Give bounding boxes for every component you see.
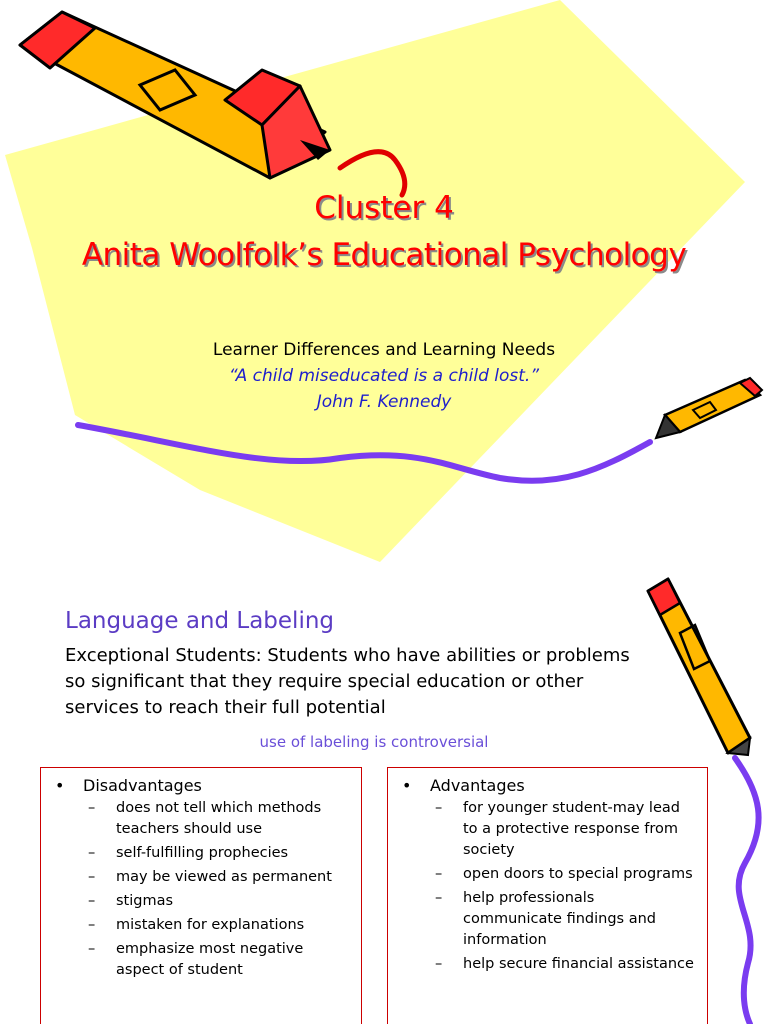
dash: –	[88, 869, 96, 885]
advantages-heading	[402, 776, 525, 795]
bullet: •	[55, 776, 65, 795]
quote-text: “A child miseducated is a child lost.”	[228, 366, 540, 386]
slide-heading: Language and Labeling	[65, 608, 335, 634]
bullet: •	[402, 776, 412, 795]
labeling-note: use of labeling is controversial	[259, 733, 489, 751]
disadvantages-list	[88, 798, 350, 984]
advantages-label: Advantages	[430, 776, 525, 795]
list-item-text: emphasize most negative aspect of student	[116, 941, 304, 978]
list-item-text: help professionals communicate findings and information	[463, 890, 656, 948]
list-item	[435, 864, 697, 885]
dash: –	[435, 890, 443, 906]
list-item-text: may be viewed as permanent	[116, 869, 332, 885]
list-item-text: for younger student-may lead to a protective response from society	[463, 800, 680, 858]
list-item	[435, 798, 697, 861]
list-item-text: stigmas	[116, 893, 174, 909]
slide-subtitle: Learner Differences and Learning Needs	[212, 340, 556, 360]
dash: –	[88, 917, 96, 933]
disadvantages-heading	[55, 776, 202, 795]
list-item-text: open doors to special programs	[463, 866, 693, 882]
disadvantages-label: Disadvantages	[83, 776, 202, 795]
slide-title-line-1: Cluster 4	[314, 190, 454, 226]
list-item-text: help secure financial assistance	[463, 956, 694, 972]
list-item	[88, 798, 350, 840]
dash: –	[435, 866, 443, 882]
advantages-list	[435, 798, 697, 978]
list-item	[88, 915, 350, 936]
list-item-text: does not tell which methods teachers should use	[116, 800, 322, 837]
dash: –	[88, 845, 96, 861]
advantages-box	[387, 767, 708, 1024]
definition-text: Exceptional Students: Students who have abilities or problems so significant that they require special education or other services to reach their full potential	[65, 645, 630, 718]
list-item	[88, 843, 350, 864]
list-item	[88, 939, 350, 981]
dash: –	[88, 800, 96, 816]
content-slide	[0, 563, 768, 1024]
slide-title-line-2: Anita Woolfolk’s Educational Psychology	[81, 237, 687, 273]
pencil-vertical-icon	[648, 579, 750, 755]
dash: –	[88, 893, 96, 909]
list-item	[435, 888, 697, 951]
list-item	[88, 867, 350, 888]
quote-author: John F. Kennedy	[316, 392, 452, 412]
dash: –	[88, 941, 96, 957]
list-item-text: mistaken for explanations	[116, 917, 305, 933]
purple-squiggle	[735, 758, 759, 1024]
list-item-text: self-fulfilling prophecies	[116, 845, 289, 861]
disadvantages-box	[40, 767, 362, 1024]
list-item	[435, 954, 697, 975]
dash: –	[435, 800, 443, 816]
dash: –	[435, 956, 443, 972]
list-item	[88, 891, 350, 912]
